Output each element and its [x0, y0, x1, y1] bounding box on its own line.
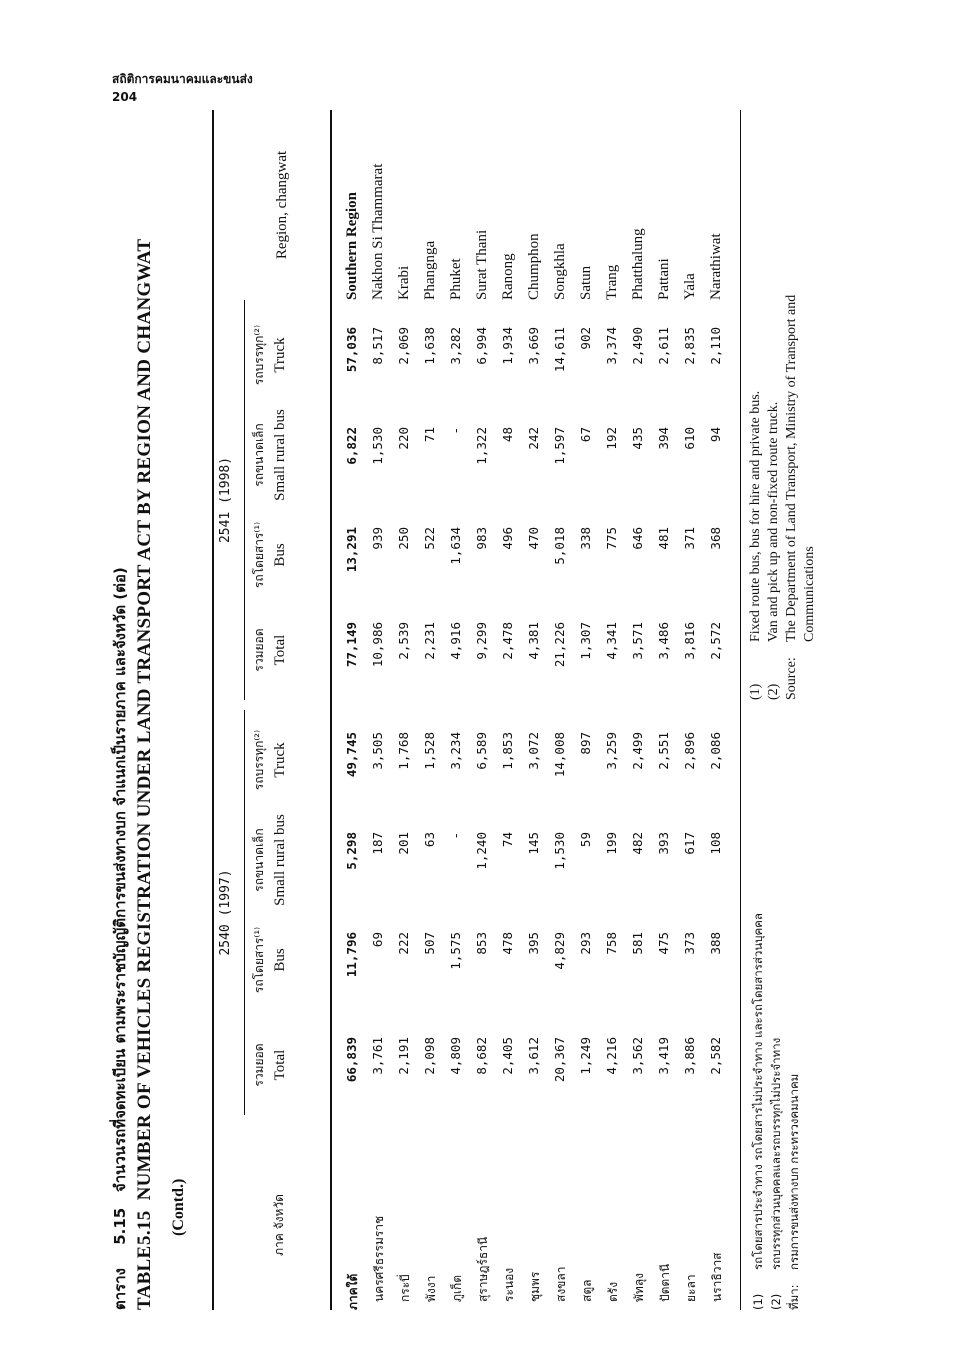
- table-cell: 2,896: [682, 732, 697, 770]
- table-cell: 2,110: [708, 327, 723, 365]
- changwat-thai: สุราษฎร์ธานี: [476, 1236, 490, 1302]
- column-header-english: Small rural bus: [272, 409, 288, 501]
- table-cell: 14,611: [552, 327, 567, 373]
- footnote-key: (1): [748, 683, 763, 700]
- title-thai: ตาราง 5.15 จำนวนรถที่จดทะเบียน ตามพระราชบัญญัติการขนส่งทางบก จำแนกเป็นรายภาค และจังหวัด (ต่อ): [111, 567, 129, 1310]
- table-cell: 1,530: [370, 427, 385, 465]
- table-cell: 482: [630, 832, 645, 855]
- footnote-text: รถบรรทุกส่วนบุคคลและรถบรรทุกไม่ประจำทาง: [769, 1037, 783, 1270]
- year-group-1998: 2541 (1998): [218, 456, 233, 544]
- page-number: 204: [112, 90, 138, 104]
- table-cell: 2,572: [708, 622, 723, 660]
- footnote-key: (1): [751, 1293, 765, 1310]
- table-cell: 897: [578, 732, 593, 755]
- table-cell: 21,226: [552, 622, 567, 668]
- changwat-thai: ยะลา: [684, 1274, 698, 1302]
- table-cell: -: [448, 427, 463, 435]
- table-cell: 338: [578, 527, 593, 550]
- table-cell: 1,934: [500, 327, 515, 365]
- table-cell: 14,008: [552, 732, 567, 778]
- table-cell: 3,886: [682, 1037, 697, 1075]
- table-row: [470, 110, 496, 1310]
- table-cell: 1,307: [578, 622, 593, 660]
- table-cell: 20,367: [552, 1037, 567, 1083]
- changwat-english: Surat Thani: [474, 229, 490, 300]
- table-cell: 4,829: [552, 932, 567, 970]
- table-cell: 250: [396, 527, 411, 550]
- table-cell: 145: [526, 832, 541, 855]
- table-cell: 6,822: [344, 427, 359, 465]
- table-cell: 1,597: [552, 427, 567, 465]
- table-cell: 3,374: [604, 327, 619, 365]
- footnote-text: Fixed route bus, bus for hire and private bus.: [748, 390, 763, 642]
- table-cell: 395: [526, 932, 541, 955]
- table-row: [548, 110, 574, 1310]
- table-row: [652, 110, 678, 1310]
- table-cell: 368: [708, 527, 723, 550]
- table-cell: 373: [682, 932, 697, 955]
- column-header-thai: รถขนาดเล็ก: [252, 828, 266, 892]
- table-cell: 478: [500, 932, 515, 955]
- footnote-key: ที่มา:: [787, 1284, 801, 1310]
- table-cell: 77,149: [344, 622, 359, 668]
- table-cell: 3,562: [630, 1037, 645, 1075]
- table-cell: 2,405: [500, 1037, 515, 1075]
- table-cell: 9,299: [474, 622, 489, 660]
- table-cell: 2,191: [396, 1037, 411, 1075]
- table-cell: 242: [526, 427, 541, 450]
- table-cell: 775: [604, 527, 619, 550]
- table-cell: 2,582: [708, 1037, 723, 1075]
- table-cell: 3,612: [526, 1037, 541, 1075]
- table-cell: 2,551: [656, 732, 671, 770]
- column-header: [250, 810, 292, 910]
- footer-rule: [740, 110, 741, 1310]
- table-cell: 1,638: [422, 327, 437, 365]
- table-cell: 2,478: [500, 622, 515, 660]
- table-cell: 2,539: [396, 622, 411, 660]
- changwat-english: Phuket: [448, 258, 464, 300]
- table-cell: 939: [370, 527, 385, 550]
- table-cell: 49,745: [344, 732, 359, 778]
- changwat-thai: ตรัง: [606, 1281, 620, 1302]
- table-cell: 66,839: [344, 1037, 359, 1083]
- column-header-english: Small rural bus: [272, 814, 288, 906]
- column-header-english: Bus: [272, 543, 288, 567]
- table-cell: 11,796: [344, 932, 359, 978]
- column-header-english: Total: [272, 634, 288, 666]
- table-cell: 2,499: [630, 732, 645, 770]
- table-cell: 394: [656, 427, 671, 450]
- table-cell: 2,231: [422, 622, 437, 660]
- table-cell: 1,249: [578, 1037, 593, 1075]
- changwat-thai: นราธิวาส: [710, 1252, 724, 1302]
- footnote-english: [802, 546, 818, 700]
- table-cell: 220: [396, 427, 411, 450]
- changwat-english: Southern Region: [344, 192, 360, 300]
- table-cell: 496: [500, 527, 515, 550]
- table-cell: 48: [500, 427, 515, 443]
- column-header-thai: รถโดยสาร⁽¹⁾: [252, 521, 266, 589]
- table-cell: 8,682: [474, 1037, 489, 1075]
- table-cell: 983: [474, 527, 489, 550]
- year-group-1997: 2540 (1997): [218, 869, 233, 956]
- table-cell: 522: [422, 527, 437, 550]
- table-cell: 1,768: [396, 732, 411, 770]
- column-header-thai: รถขนาดเล็ก: [252, 423, 266, 487]
- column-header-thai: รถบรรทุก⁽²⁾: [252, 324, 266, 386]
- changwat-thai: กระบี่: [398, 1274, 412, 1302]
- table-cell: -: [448, 832, 463, 840]
- table-cell: 470: [526, 527, 541, 550]
- changwat-thai: ปัตตานี: [658, 1263, 672, 1302]
- table-cell: 1,240: [474, 832, 489, 870]
- table-row: [496, 110, 522, 1310]
- column-header: [250, 710, 292, 810]
- table-row: [600, 110, 626, 1310]
- column-header: [250, 405, 292, 505]
- table-cell: 2,069: [396, 327, 411, 365]
- header-rule: [330, 110, 332, 1310]
- changwat-thai: นครศรีธรรมราช: [372, 1215, 386, 1302]
- changwat-thai: ภูเก็ต: [450, 1274, 464, 1302]
- table-cell: 3,761: [370, 1037, 385, 1075]
- table-cell: 1,530: [552, 832, 567, 870]
- changwat-english: Krabi: [396, 265, 412, 300]
- table-cell: 646: [630, 527, 645, 550]
- changwat-thai: สงขลา: [554, 1266, 568, 1302]
- table-cell: 617: [682, 832, 697, 855]
- table-cell: 1,575: [448, 932, 463, 970]
- table-cell: 2,098: [422, 1037, 437, 1075]
- changwat-english: Trang: [604, 264, 620, 300]
- footnote-text: The Department of Land Transport, Ministry of Transport and: [784, 294, 799, 642]
- group-line-1998: [244, 300, 245, 700]
- table-cell: 3,072: [526, 732, 541, 770]
- table-row: [444, 110, 470, 1310]
- group-line-1997: [244, 710, 245, 1115]
- table-cell: 67: [578, 427, 593, 443]
- table-cell: 6,589: [474, 732, 489, 770]
- footnote-english: [748, 391, 764, 700]
- table-cell: 581: [630, 932, 645, 955]
- table-cell: 4,341: [604, 622, 619, 660]
- table-cell: 8,517: [370, 327, 385, 365]
- table-cell: 3,234: [448, 732, 463, 770]
- table-cell: 222: [396, 932, 411, 955]
- book-title: สถิติการคมนาคมและขนส่ง: [112, 72, 253, 86]
- table-cell: 1,528: [422, 732, 437, 770]
- column-header-english: Bus: [272, 948, 288, 972]
- page-header: [112, 70, 253, 106]
- changwat-english: Phatthalung: [630, 228, 646, 300]
- column-header: [250, 1015, 292, 1115]
- table-cell: 94: [708, 427, 723, 443]
- column-header-english: Truck: [272, 337, 288, 373]
- changwat-thai: สตูล: [580, 1279, 594, 1302]
- table-cell: 4,809: [448, 1037, 463, 1075]
- table-cell: 3,486: [656, 622, 671, 660]
- table-cell: 475: [656, 932, 671, 955]
- changwat-english: Narathiwat: [708, 233, 724, 300]
- changwat-thai: ภาคใต้: [346, 1273, 360, 1310]
- footnote-key: (2): [766, 683, 781, 700]
- table-cell: 63: [422, 832, 437, 848]
- table-cell: 74: [500, 832, 515, 848]
- column-header-english: Truck: [272, 742, 288, 778]
- changwat-english: Nakhon Si Thammarat: [370, 163, 386, 300]
- changwat-english: Yala: [682, 273, 698, 300]
- table-cell: 71: [422, 427, 437, 443]
- table-cell: 2,611: [656, 327, 671, 365]
- table-cell: 610: [682, 427, 697, 450]
- footnote-text: Communications: [802, 546, 817, 642]
- footnote-english: [766, 402, 782, 700]
- table-cell: 69: [370, 932, 385, 948]
- table-cell: 4,381: [526, 622, 541, 660]
- rotated-table-block: [100, 110, 817, 1310]
- table-cell: 435: [630, 427, 645, 450]
- footnote-thai: [786, 1074, 804, 1310]
- table-cell: 108: [708, 832, 723, 855]
- table-cell: 4,916: [448, 622, 463, 660]
- table-cell: 2,490: [630, 327, 645, 365]
- table-cell: 3,505: [370, 732, 385, 770]
- table-cell: 388: [708, 932, 723, 955]
- footnote-key: (2): [769, 1293, 783, 1310]
- table-cell: 10,986: [370, 622, 385, 668]
- table-cell: 758: [604, 932, 619, 955]
- changwat-english: Songkhla: [552, 243, 568, 300]
- table-row: [678, 110, 704, 1310]
- column-header: [250, 910, 292, 1010]
- table-cell: 3,259: [604, 732, 619, 770]
- table-cell: 1,853: [500, 732, 515, 770]
- table-row: [366, 110, 392, 1310]
- table-cell: 3,419: [656, 1037, 671, 1075]
- column-header: [250, 305, 292, 405]
- changwat-english: Phangnga: [422, 240, 438, 300]
- table-cell: 199: [604, 832, 619, 855]
- table-row: [704, 110, 730, 1310]
- changwat-thai: พังงา: [424, 1275, 438, 1302]
- table-cell: 57,036: [344, 327, 359, 373]
- table-row: [340, 110, 366, 1310]
- table-row: [392, 110, 418, 1310]
- footnote-thai: [750, 913, 768, 1310]
- column-header-thai: รถโดยสาร⁽¹⁾: [252, 926, 266, 994]
- title-contd: (Contd.): [170, 1178, 187, 1236]
- footnote-english: [784, 295, 800, 700]
- column-header-thai: รวมยอด: [252, 1043, 266, 1087]
- top-rule: [212, 110, 214, 1310]
- column-header-thai: รถบรรทุก⁽²⁾: [252, 729, 266, 791]
- footnote-text: รถโดยสารประจำทาง รถโดยสารไม่ประจำทาง และรถโดยสารส่วนบุคคล: [751, 913, 765, 1270]
- column-header: [250, 600, 292, 700]
- title-english: TABLE 5.15 NUMBER OF VEHICLES REGISTRATION UNDER LAND TRANSPORT ACT BY REGION AND CHANGWAT: [134, 238, 155, 1310]
- footnote-thai: [768, 1038, 786, 1310]
- table-cell: 187: [370, 832, 385, 855]
- table-cell: 2,835: [682, 327, 697, 365]
- changwat-english: Chumphon: [526, 233, 542, 300]
- table-cell: 2,086: [708, 732, 723, 770]
- table-cell: 3,571: [630, 622, 645, 660]
- column-header: [250, 505, 292, 605]
- changwat-thai: พัทลุง: [632, 1272, 646, 1302]
- footnote-key: Source:: [784, 657, 799, 700]
- table-cell: 371: [682, 527, 697, 550]
- table-cell: 201: [396, 832, 411, 855]
- table-cell: 902: [578, 327, 593, 350]
- table-cell: 293: [578, 932, 593, 955]
- table-row: [418, 110, 444, 1310]
- table-cell: 507: [422, 932, 437, 955]
- changwat-thai: ชุมพร: [528, 1271, 542, 1302]
- column-header-thai: รวมยอด: [252, 628, 266, 672]
- table-cell: 5,018: [552, 527, 567, 565]
- changwat-english: Satun: [578, 265, 594, 300]
- table-cell: 3,669: [526, 327, 541, 365]
- changwat-thai: ระนอง: [502, 1267, 516, 1302]
- table-cell: 3,816: [682, 622, 697, 660]
- table-cell: 5,298: [344, 832, 359, 870]
- table-cell: 3,282: [448, 327, 463, 365]
- stub-header: ภาค จังหวัด: [272, 1194, 286, 1256]
- table-cell: 853: [474, 932, 489, 955]
- table-cell: 481: [656, 527, 671, 550]
- table-cell: 13,291: [344, 527, 359, 573]
- table-cell: 1,634: [448, 527, 463, 565]
- footnote-text: กรมการขนส่งทางบก กระทรวงคมนาคม: [787, 1073, 801, 1270]
- footnote-text: Van and pick up and non-fixed route truck.: [766, 401, 781, 642]
- table-cell: 393: [656, 832, 671, 855]
- table-cell: 6,994: [474, 327, 489, 365]
- table-row: [626, 110, 652, 1310]
- table-cell: 192: [604, 427, 619, 450]
- changwat-english: Ranong: [500, 253, 516, 300]
- table-cell: 4,216: [604, 1037, 619, 1075]
- column-header-english: Total: [272, 1049, 288, 1081]
- table-row: [574, 110, 600, 1310]
- table-cell: 59: [578, 832, 593, 848]
- region-header: Region, changwat: [274, 150, 290, 260]
- table-row: [522, 110, 548, 1310]
- table-cell: 1,322: [474, 427, 489, 465]
- changwat-english: Pattani: [656, 258, 672, 300]
